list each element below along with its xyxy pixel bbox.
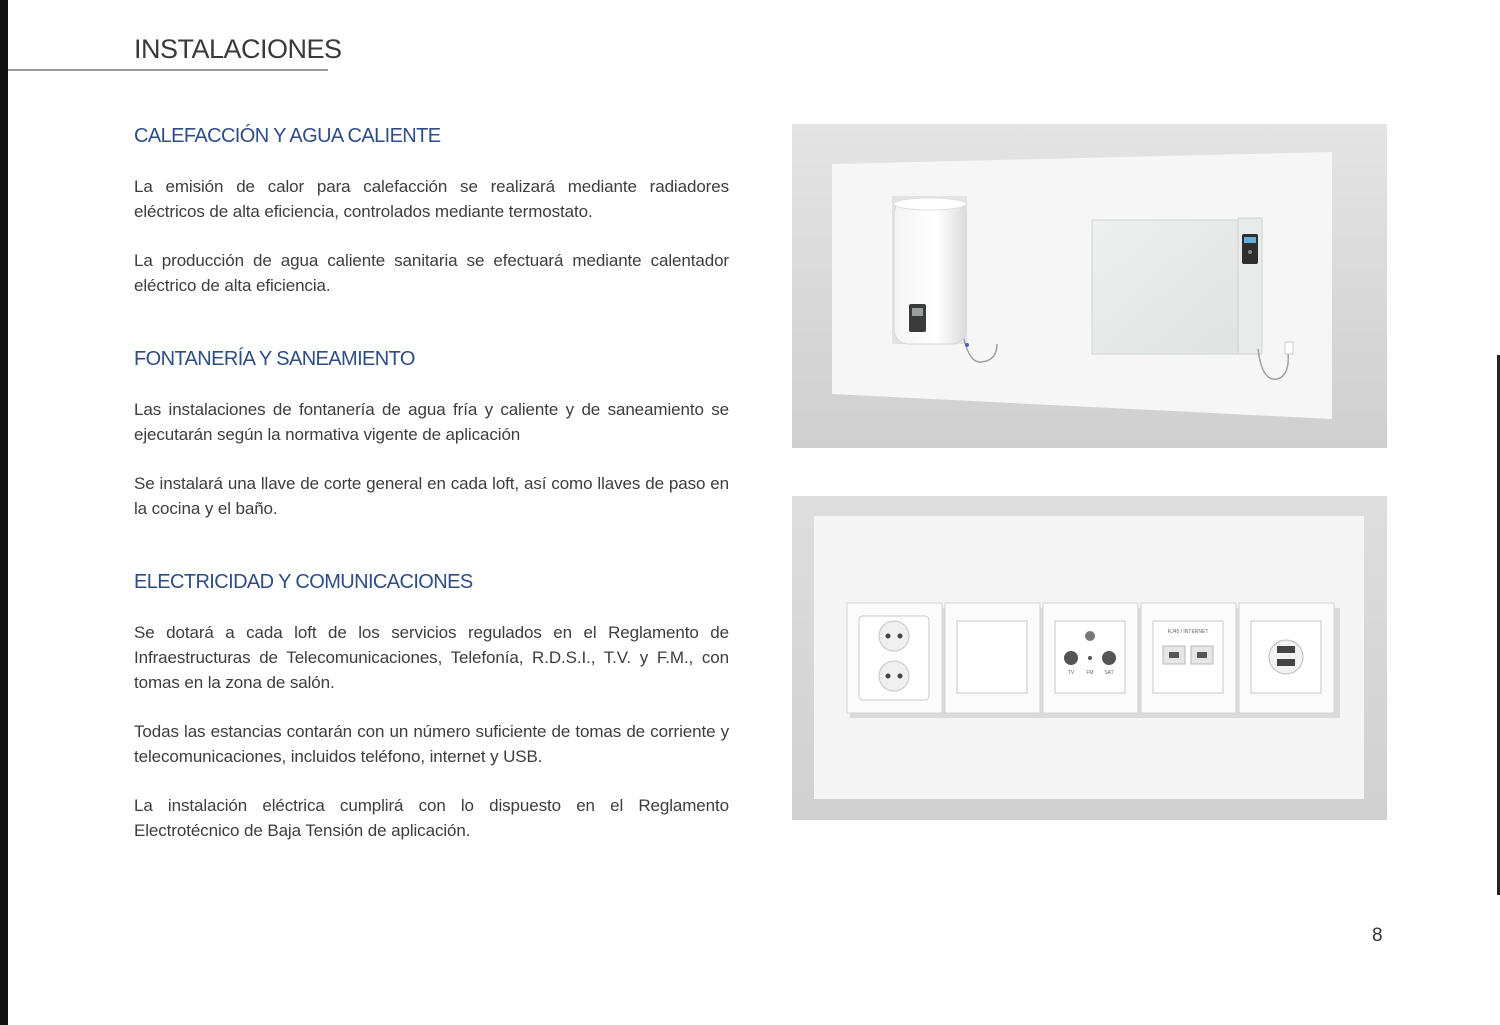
paragraph: Se dotará a cada loft de los servicios regulados en el Reglamento de Infraestructuras de Telecomunicaciones, Telefonía, R.D.S.I., T.V. y F.M., con tomas en la zona de salón. [134,623,729,692]
wall-outlets-photo [792,496,1387,820]
heater-radiator-photo [792,124,1387,448]
section-plumbing [134,345,729,521]
section-heading: ELECTRICIDAD Y COMUNICACIONES [134,571,473,593]
title-underline [8,69,328,71]
sat-label: SAT [1104,670,1114,676]
data-socket-label: RJ45 / INTERNET [1167,629,1209,635]
text-column [134,122,729,890]
tv-label: TV [1067,670,1075,676]
fm-label: FM [1086,670,1094,676]
paragraph: Las instalaciones de fontanería de agua fría y caliente y de saneamiento se ejecutarán según la normativa vigente de aplicación [134,400,729,444]
page-number: 8 [1372,925,1383,946]
section-electricity [134,568,729,843]
paragraph: La producción de agua caliente sanitaria se efectuará mediante calentador eléctrico de alta eficiencia. [134,251,729,295]
paragraph: La emisión de calor para calefacción se realizará mediante radiadores eléctricos de alta eficiencia, controlados mediante termostato. [134,177,729,221]
tv-fm-sat-socket [1043,603,1138,713]
light-switch [945,603,1040,713]
schuko-socket [847,603,942,713]
paragraph: Se instalará una llave de corte general en cada loft, así como llaves de paso en la cocina y el baño. [134,474,729,518]
section-heading: FONTANERÍA Y SANEAMIENTO [134,348,415,370]
left-page-edge [0,0,8,1025]
usb-charger-socket [1239,603,1334,713]
data-network-socket [1141,603,1236,713]
section-heating [134,122,729,298]
section-heading: CALEFACCIÓN Y AGUA CALIENTE [134,125,441,147]
paragraph: La instalación eléctrica cumplirá con lo dispuesto en el Reglamento Electrotécnico de Baja Tensión de aplicación. [134,796,729,840]
page-title: INSTALACIONES [134,34,342,64]
paragraph: Todas las estancias contarán con un número suficiente de tomas de corriente y telecomunicaciones, incluidos teléfono, internet y USB. [134,722,729,766]
